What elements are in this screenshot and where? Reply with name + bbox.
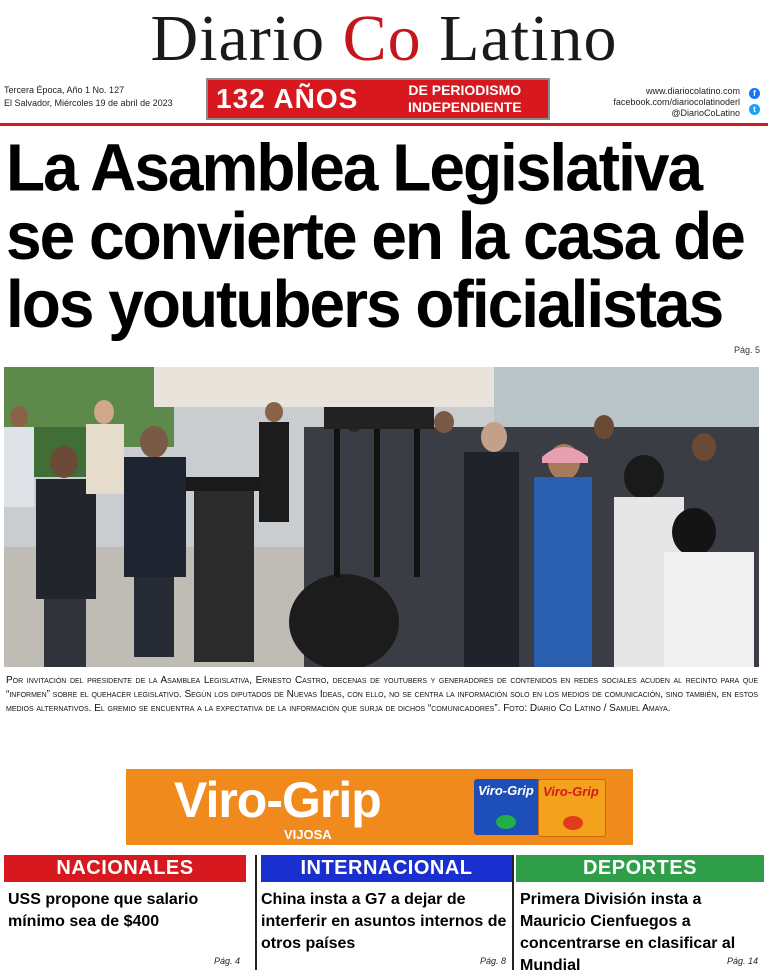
section-deportes[interactable] — [516, 855, 764, 974]
pill-icon — [496, 815, 516, 829]
anniversary-subtitle-line1: DE PERIODISMO — [408, 82, 522, 98]
twitter-icon[interactable]: t — [749, 104, 760, 115]
section-page-ref: Pág. 8 — [479, 956, 506, 966]
facebook-icon[interactable]: f — [749, 88, 760, 99]
press-conference-photo — [4, 367, 759, 667]
masthead-logo — [0, 0, 768, 78]
twitter-link[interactable]: @DiarioCoLatino — [671, 108, 740, 118]
edition-info — [4, 84, 173, 110]
header-divider — [0, 123, 768, 126]
main-headline[interactable]: La Asamblea Legislativa se convierte en la casa de los youtubers oficialistas — [6, 129, 744, 342]
photo-caption: Por invitación del presidente de la Asamblea Legislativa, Ernesto Castro, decenas de youtubers y generadores de contenidos en redes sociales acuden al recinto para que “informen” sobre el quehacer legislativo. Según los diputados de Nuevas Ideas, con ello, no se centra la información solo en los medios de comunicación, sino también, en estos medios alternativos. El gremio se encuentra a la expectativa de la información que surja de dichos “comunicadores”. Foto: Diario Co Latino / Samuel Amaya. — [6, 675, 758, 714]
section-headline[interactable]: China insta a G7 a dejar de interferir en asuntos internos de otros países — [261, 891, 507, 952]
website-link[interactable]: www.diariocolatino.com — [645, 86, 740, 96]
ad-fine-print — [130, 779, 140, 835]
product-box-blue — [474, 779, 540, 835]
main-page-ref: Pág. 5 — [733, 345, 760, 355]
section-internacional[interactable] — [255, 855, 514, 970]
anniversary-years: 132 AÑOS — [216, 83, 359, 114]
main-photo[interactable] — [4, 367, 759, 667]
section-label: NACIONALES — [4, 855, 246, 882]
product-box-orange-label: Viro-Grip — [543, 784, 599, 799]
ad-brand: Viro-Grip — [174, 772, 381, 828]
product-box-blue-label: Viro-Grip — [478, 783, 534, 798]
anniversary-banner — [206, 78, 550, 120]
section-nacionales[interactable] — [4, 855, 246, 970]
anniversary-subtitle — [408, 82, 522, 116]
contact-info — [613, 86, 740, 119]
edition-line: Tercera Época, Año 1 No. 127 — [4, 85, 125, 95]
masthead-latino: Latino — [421, 2, 618, 75]
section-headline[interactable]: USS propone que salario mínimo sea de $400 — [8, 891, 199, 930]
section-label: DEPORTES — [516, 855, 764, 882]
pill-icon — [563, 816, 583, 830]
anniversary-subtitle-line2: INDEPENDIENTE — [408, 99, 522, 115]
viro-grip-advertisement[interactable] — [126, 769, 633, 845]
masthead-diario: Diario — [150, 2, 343, 75]
ad-maker: VIJOSA — [284, 827, 332, 842]
edition-date: El Salvador, Miércoles 19 de abril de 2023 — [4, 98, 173, 108]
facebook-link[interactable]: facebook.com/diariocolatinoderl — [613, 97, 740, 107]
section-label: INTERNACIONAL — [261, 855, 512, 882]
section-headline[interactable]: Primera División insta a Mauricio Cienfuegos a concentrarse en clasificar al Mundial — [520, 891, 736, 974]
section-page-ref: Pág. 14 — [726, 956, 758, 966]
section-page-ref: Pág. 4 — [213, 956, 240, 966]
masthead-co: Co — [342, 2, 422, 75]
product-box-orange — [538, 779, 606, 837]
